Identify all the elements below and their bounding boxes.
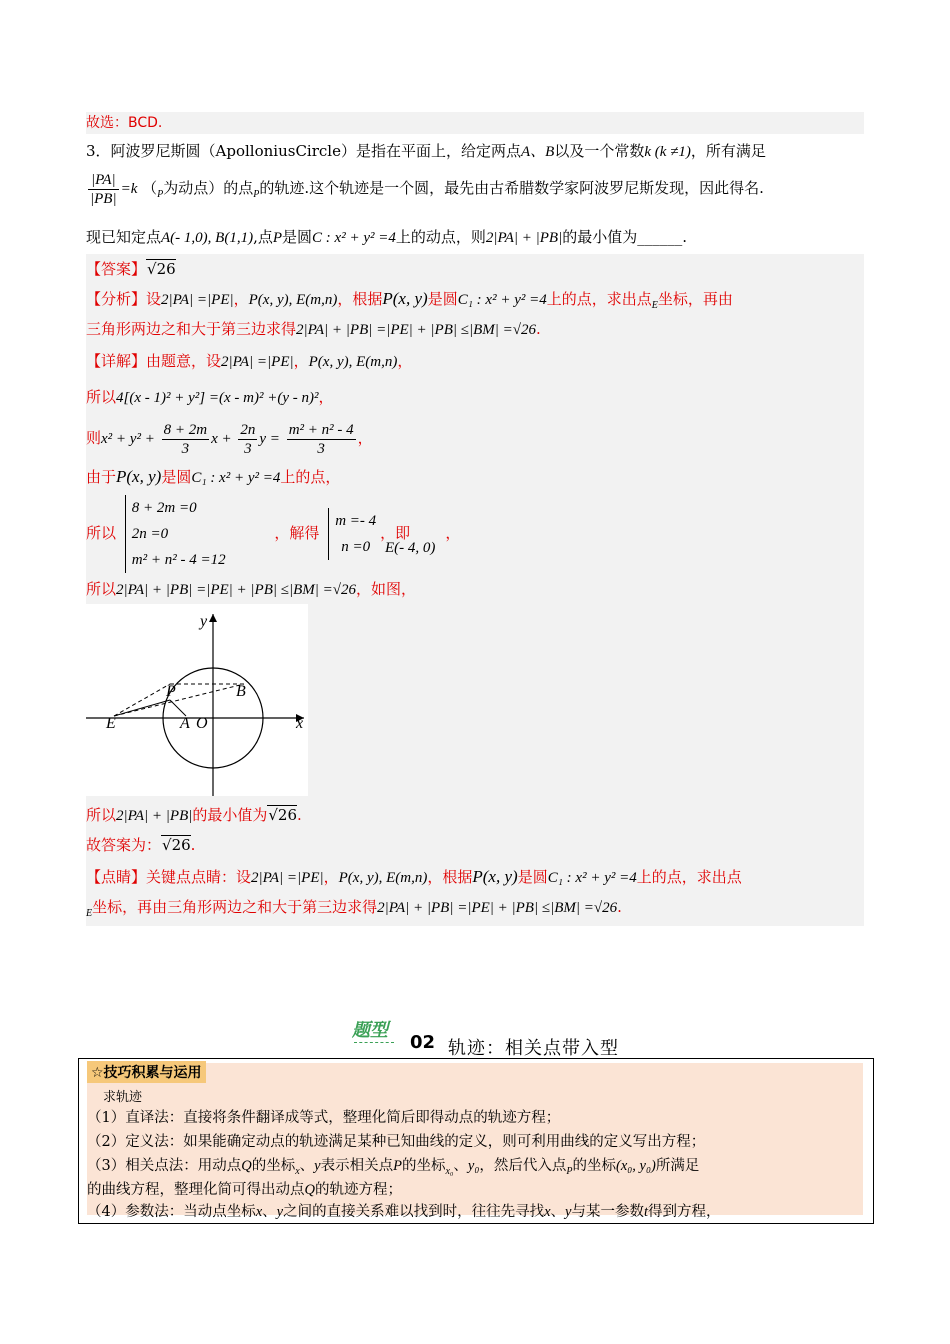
detail-step3: 则x² + y² + $\frac{8 + 2m}{3}$ x + $\frac{2n}{3}$ y = $\frac{\text{m² + n² - 4}}{3}$ ，: [86, 421, 373, 457]
tips-heading: 求轨迹: [103, 1090, 143, 1105]
fig-label-p: P: [166, 683, 176, 700]
section-number: 02: [410, 1032, 436, 1053]
analysis-line1: 【分析】设2|PA| =|PE|，P(x, y), E(m,n)，根据P(x, y)是圆C₁ : x² + y² =4上的点，求出点$_E$坐标，再由: [86, 289, 733, 311]
tips-item1: （1）直译法：直接将条件翻译成等式，整理化简后即得动点的轨迹方程；: [87, 1110, 561, 1126]
detail-step5: 所以 8 + 2m =0 2n =0 m² + n² - 4 =12 ，解得 m =- 4 n =0 ，即 E(- 4, 0)，: [86, 492, 480, 574]
detail-step4: 由于P(x, y)是圆C₁ : x² + y² =4上的点，: [86, 467, 341, 486]
detail-step8: 故答案为：√26.: [86, 836, 196, 854]
section-title: 轨迹：相关点带入型: [448, 1038, 619, 1059]
badge-dashes: [354, 1042, 394, 1043]
tips-item3-cont: 的曲线方程，整理化简可得出动点Q的轨迹方程；: [87, 1182, 402, 1198]
prev-answer: 故选：BCD.: [86, 115, 163, 131]
q3-line1: 3．阿波罗尼斯圆（ApolloniusCircle）是指在平面上，给定两点A、B以及一个常数k (k ≠1)，所有满足: [86, 142, 766, 160]
tips-tag: ☆技巧积累与运用: [87, 1061, 206, 1083]
answer-line: 【答案】√26: [86, 260, 176, 278]
fig-label-y: y: [200, 613, 208, 630]
detail-line1: 【详解】由题意，设2|PA| =|PE|，P(x, y), E(m,n)，: [86, 352, 413, 370]
note-line2: $_E$坐标，再由三角形两边之和大于第三边求得2|PA| + |PB| =|PE| + |PB| ≤|BM| =√26.: [86, 898, 622, 919]
tips-box: [78, 1058, 874, 1224]
fig-label-a: A: [180, 715, 190, 732]
detail-step6: 所以2|PA| + |PB| =|PE| + |PB| ≤|BM| =√26，如图，: [86, 580, 416, 598]
ratio-fraction: $\frac{|PA|}{|PB|}$: [90, 171, 117, 207]
fig-label-e: E: [106, 715, 116, 732]
fig-label-b: B: [236, 683, 246, 700]
detail-step7: 所以2|PA| + |PB|的最小值为√26.: [86, 806, 302, 824]
fig-label-x: x: [296, 715, 304, 732]
tips-item2: （2）定义法：如果能确定动点的轨迹满足某种已知曲线的定义，则可利用曲线的定义写出方程；: [87, 1134, 706, 1150]
circle-figure: [86, 604, 308, 796]
section-badge: 题型: [352, 1020, 388, 1041]
figure: [86, 604, 308, 796]
tips-item3: （3）相关点法：用动点Q的坐标$_x$、y表示相关点P的坐标$_{x_0}$、y₀，然后代入点$_P$的坐标(x₀, y₀)所满足: [87, 1158, 700, 1177]
detail-step2: 所以4[(x - 1)² + y²] =(x - m)² +(y - n)²，: [86, 388, 334, 406]
note-line1: 【点睛】关键点点睛：设2|PA| =|PE|，P(x, y), E(m,n)，根据P(x, y)是圆C₁ : x² + y² =4上的点，求出点: [86, 867, 742, 886]
q3-line3: 现已知定点A(- 1,0), B(1,1),点P是圆C : x² + y² =4上的动点，则2|PA| + |PB|的最小值为______.: [86, 228, 687, 246]
fig-label-o: O: [196, 715, 208, 732]
q3-line2: $\frac{|PA|}{|PB|}$ =k （$_P$为动点）的点$_P$的轨迹.这个轨迹是一个圆，最先由古希腊数学家阿波罗尼斯发现，因此得名.: [90, 171, 764, 207]
analysis-line2: 三角形两边之和大于第三边求得2|PA| + |PB| =|PE| + |PB| ≤|BM| =√26.: [86, 320, 541, 338]
section-header: [352, 1016, 682, 1060]
tips-item4: （4）参数法：当动点坐标x、y之间的直接关系难以找到时，往往先寻找x、y与某一参数t得到方程，: [87, 1204, 721, 1220]
prev-answer-bg: [86, 112, 864, 134]
